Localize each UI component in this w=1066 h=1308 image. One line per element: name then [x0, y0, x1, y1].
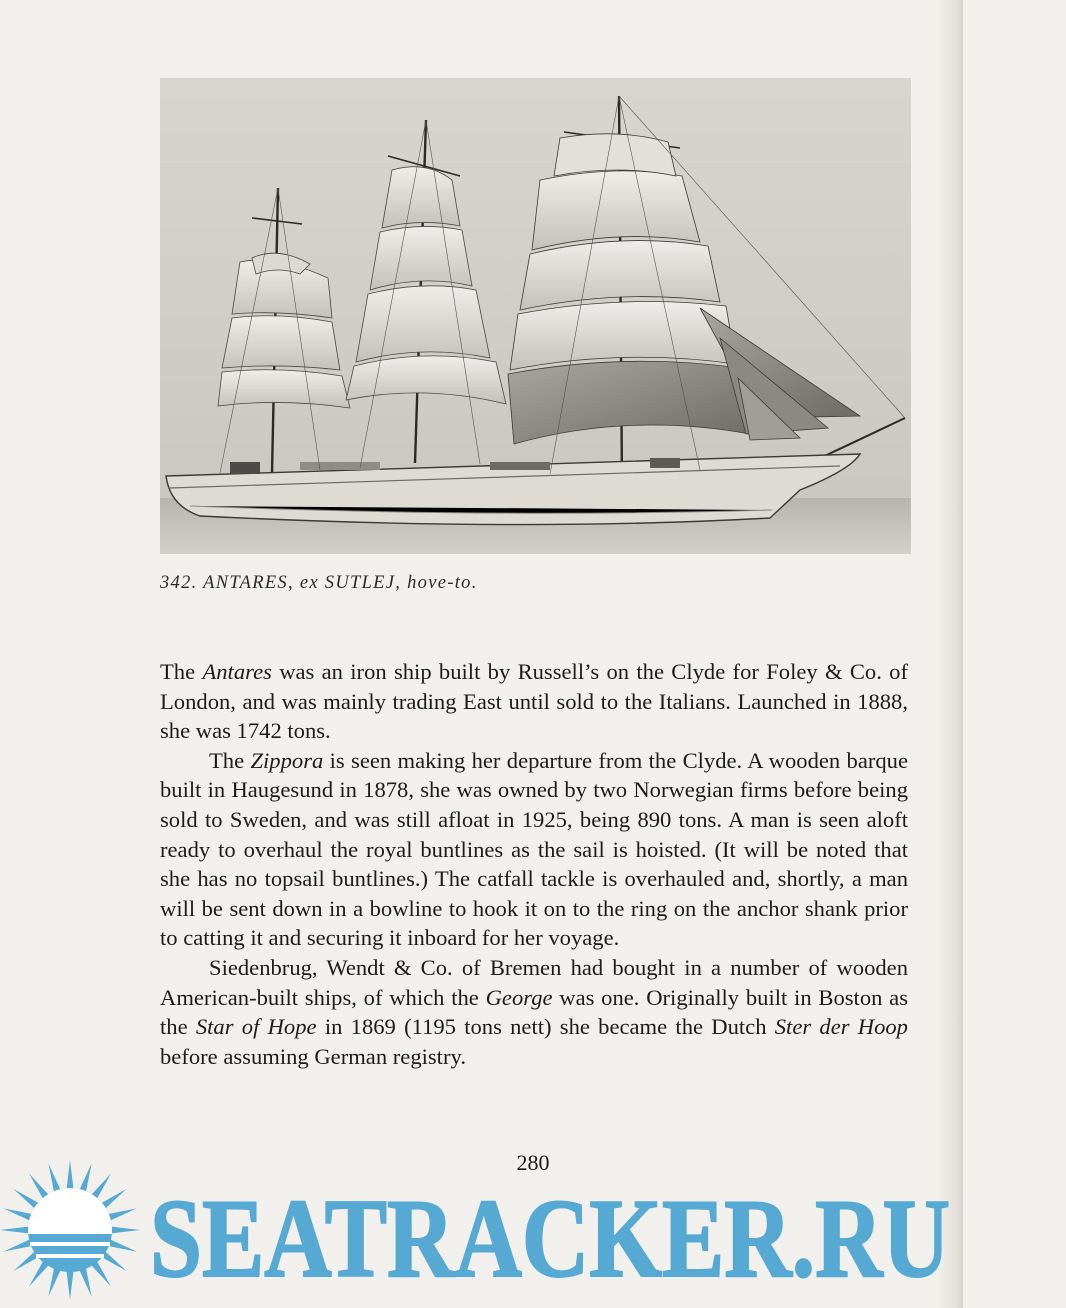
sun-ray — [79, 1267, 92, 1297]
paragraph-george: Siedenbrug, Wendt & Co. of Bremen had bought in a number of wooden American-built ships, of which the George was one. Originally built in Boston as the Star of Hope in 1869 (1195 tons nett) she became the Dutch Ster der Hoop before assuming German registry. — [160, 954, 908, 1069]
watermark-text: SEATRACKER.RU — [150, 1177, 950, 1301]
sun-ray — [48, 1163, 61, 1193]
sun-ray — [0, 1226, 30, 1233]
ship-photograph — [160, 78, 911, 554]
sun-ray — [48, 1267, 61, 1297]
sun-ray — [79, 1163, 92, 1193]
sun-ray — [66, 1270, 73, 1300]
figure-caption: 342. ANTARES, ex SUTLEJ, hove-to. — [160, 573, 478, 593]
sun-logo-icon — [0, 1160, 140, 1300]
sun-ray — [66, 1160, 73, 1190]
seatracker-watermark — [0, 1160, 963, 1308]
paragraph-zippora: The Zippora is seen making her departure from the Clyde. A wooden barque built in Haugesund in 1878, she was owned by two Norwegian firms before being sold to Sweden, and was still afloat in 1925, being 890 tons. A man is seen aloft ready to overhaul the royal buntlines as the sail is hoisted. (It will be noted that she has no topsail buntlines.) The catfall tackle is overhauled and, shortly, a man will be sent down in a bowline to hook it on to the ring on the anchor shank prior to catting it and securing it inboard for her voyage. — [160, 747, 909, 951]
ship-illustration — [160, 78, 911, 554]
sun-ray — [110, 1226, 140, 1233]
paragraph-antares: The Antares was an iron ship built by Russell’s on the Clyde for Foley & Co. of London, and was mainly trading East until sold to the Italians. Launched in 1888, she was 1742 tons. — [160, 659, 908, 744]
page-edge-shadow — [937, 0, 963, 1308]
body-text — [160, 657, 908, 1071]
page-number: 280 — [516, 1150, 550, 1175]
sun-ray — [3, 1239, 33, 1252]
sun-ray — [107, 1208, 137, 1221]
sun-ray — [3, 1208, 33, 1221]
sun-ray — [107, 1239, 137, 1252]
